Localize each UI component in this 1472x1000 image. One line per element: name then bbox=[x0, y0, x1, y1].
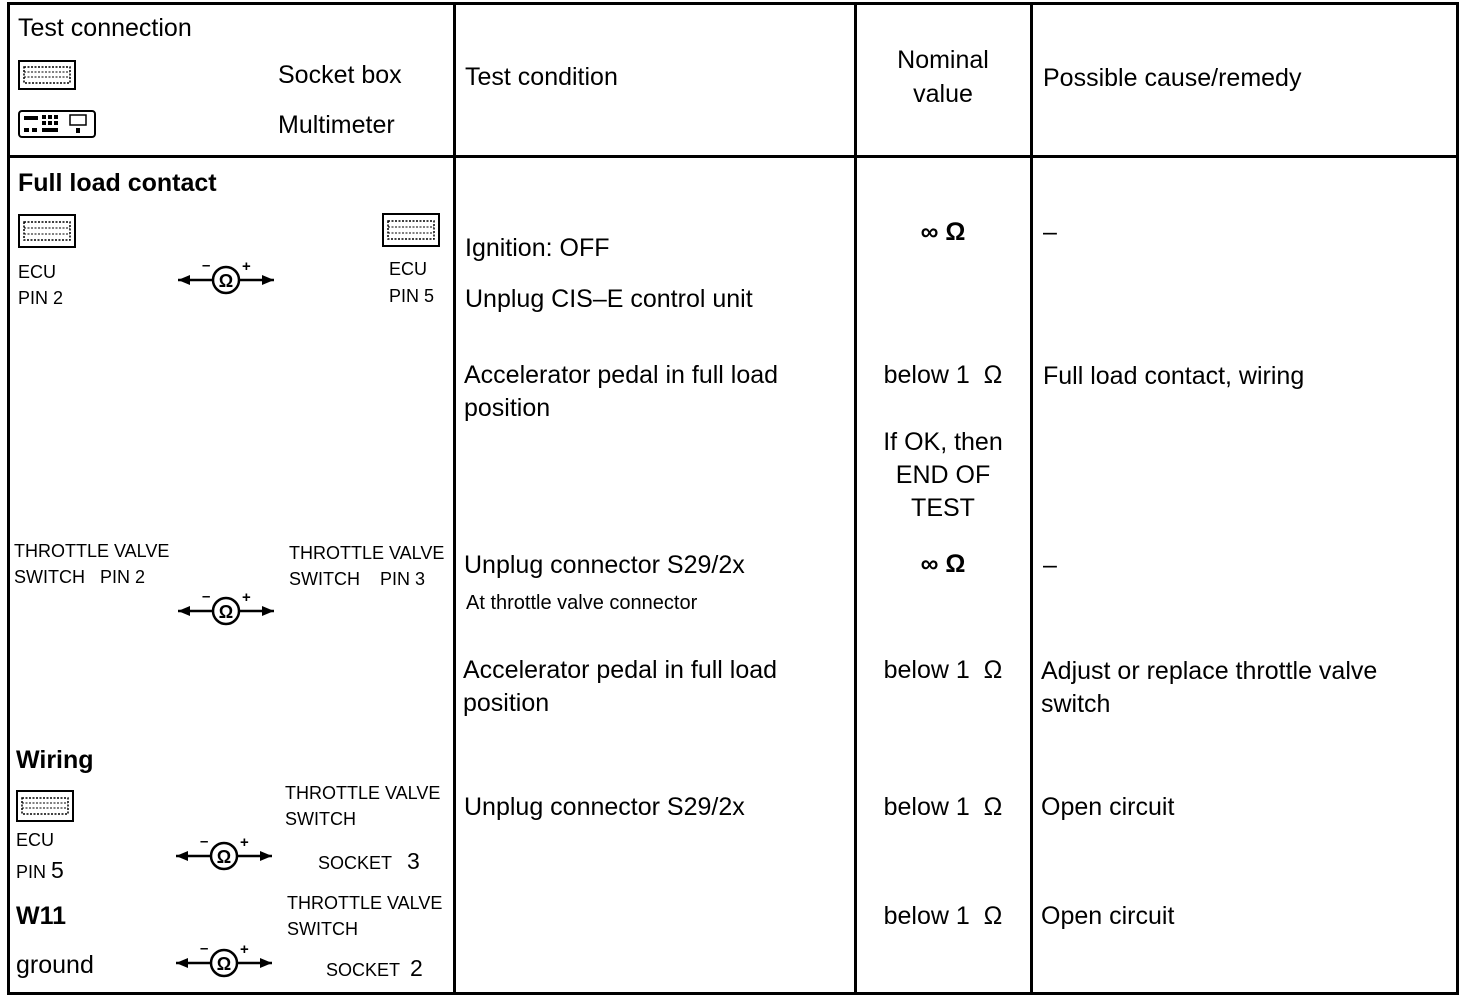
nominal-note: END OF bbox=[895, 461, 991, 489]
cause-text: – bbox=[1043, 218, 1057, 246]
ecu-label: ECU bbox=[18, 262, 57, 282]
svg-text:–: – bbox=[200, 834, 209, 850]
switch-pin-label: SWITCH PIN 2 bbox=[14, 567, 146, 587]
socket-box-icon bbox=[18, 214, 76, 248]
ecu-label: ECU bbox=[16, 830, 55, 850]
svg-text:Ω: Ω bbox=[216, 847, 232, 867]
header-test-condition: Test condition bbox=[465, 63, 618, 91]
nominal-value: below 1 Ω bbox=[883, 361, 1003, 389]
condition-text: Accelerator pedal in full load bbox=[463, 656, 778, 684]
ecu-label: ECU bbox=[389, 259, 428, 279]
condition-text: position bbox=[463, 689, 550, 717]
cause-text: switch bbox=[1041, 690, 1111, 718]
svg-text:Ω: Ω bbox=[218, 602, 234, 622]
socket-box-icon bbox=[382, 213, 440, 247]
cause-text: Open circuit bbox=[1041, 902, 1175, 930]
header-possible-cause: Possible cause/remedy bbox=[1043, 64, 1302, 92]
ohmmeter-probe-icon bbox=[176, 258, 278, 298]
multimeter-icon bbox=[18, 110, 96, 138]
header-divider bbox=[7, 155, 1459, 158]
svg-text:+: + bbox=[240, 941, 249, 958]
socket-label: SOCKET 2 bbox=[326, 955, 423, 981]
column-divider bbox=[1030, 2, 1033, 995]
w11-label: W11 bbox=[16, 902, 67, 930]
pin-label: PIN 5 bbox=[16, 857, 64, 883]
throttle-valve-label: THROTTLE VALVE bbox=[285, 783, 441, 803]
cause-text: Full load contact, wiring bbox=[1043, 362, 1305, 390]
throttle-valve-label: THROTTLE VALVE bbox=[14, 541, 170, 561]
svg-text:Ω: Ω bbox=[218, 271, 234, 291]
nominal-value: ∞ Ω bbox=[920, 550, 966, 578]
throttle-valve-label: THROTTLE VALVE bbox=[289, 543, 445, 563]
pin-label: PIN 5 bbox=[389, 286, 435, 306]
condition-text: Unplug connector S29/2x bbox=[464, 793, 745, 821]
ohmmeter-probe-icon bbox=[176, 589, 278, 629]
socket-box-icon bbox=[18, 60, 76, 90]
ohmmeter-probe-icon bbox=[174, 941, 276, 981]
nominal-note: If OK, then bbox=[883, 428, 1003, 456]
cause-text: – bbox=[1043, 551, 1057, 579]
section-title-wiring: Wiring bbox=[16, 746, 94, 774]
svg-text:–: – bbox=[200, 941, 209, 957]
cause-text: Adjust or replace throttle valve bbox=[1041, 657, 1378, 685]
condition-text: Ignition: OFF bbox=[465, 234, 610, 262]
nominal-value: below 1 Ω bbox=[883, 902, 1003, 930]
svg-text:Ω: Ω bbox=[216, 954, 232, 974]
socket-box-icon bbox=[16, 790, 74, 822]
svg-text:–: – bbox=[202, 589, 211, 605]
cause-text: Open circuit bbox=[1041, 793, 1175, 821]
throttle-valve-label: THROTTLE VALVE bbox=[287, 893, 443, 913]
condition-text: position bbox=[464, 394, 551, 422]
condition-text: Unplug CIS–E control unit bbox=[465, 285, 753, 313]
svg-text:+: + bbox=[240, 834, 249, 851]
socket-label: SOCKET 3 bbox=[318, 848, 420, 874]
switch-pin-label: SWITCH PIN 3 bbox=[289, 569, 426, 589]
socket-box-label: Socket box bbox=[278, 61, 402, 89]
header-nominal-line1: Nominal bbox=[897, 46, 989, 74]
condition-subtext: At throttle valve connector bbox=[466, 592, 698, 614]
nominal-value: below 1 Ω bbox=[883, 656, 1003, 684]
multimeter-label: Multimeter bbox=[278, 111, 395, 139]
ohmmeter-probe-icon bbox=[174, 834, 276, 874]
svg-text:–: – bbox=[202, 258, 211, 274]
svg-text:+: + bbox=[242, 258, 251, 275]
nominal-note: TEST bbox=[911, 494, 975, 522]
svg-text:+: + bbox=[242, 589, 251, 606]
section-title-full-load: Full load contact bbox=[18, 169, 217, 197]
nominal-value: ∞ Ω bbox=[920, 218, 966, 246]
switch-label: SWITCH bbox=[287, 919, 358, 939]
condition-text: Accelerator pedal in full load bbox=[464, 361, 779, 389]
header-nominal-line2: value bbox=[913, 80, 973, 108]
column-divider bbox=[453, 2, 456, 995]
ground-label: ground bbox=[16, 951, 94, 979]
switch-label: SWITCH bbox=[285, 809, 356, 829]
condition-text: Unplug connector S29/2x bbox=[464, 551, 745, 579]
nominal-value: below 1 Ω bbox=[883, 793, 1003, 821]
pin-label: PIN 2 bbox=[18, 288, 64, 308]
header-test-connection: Test connection bbox=[18, 14, 192, 42]
